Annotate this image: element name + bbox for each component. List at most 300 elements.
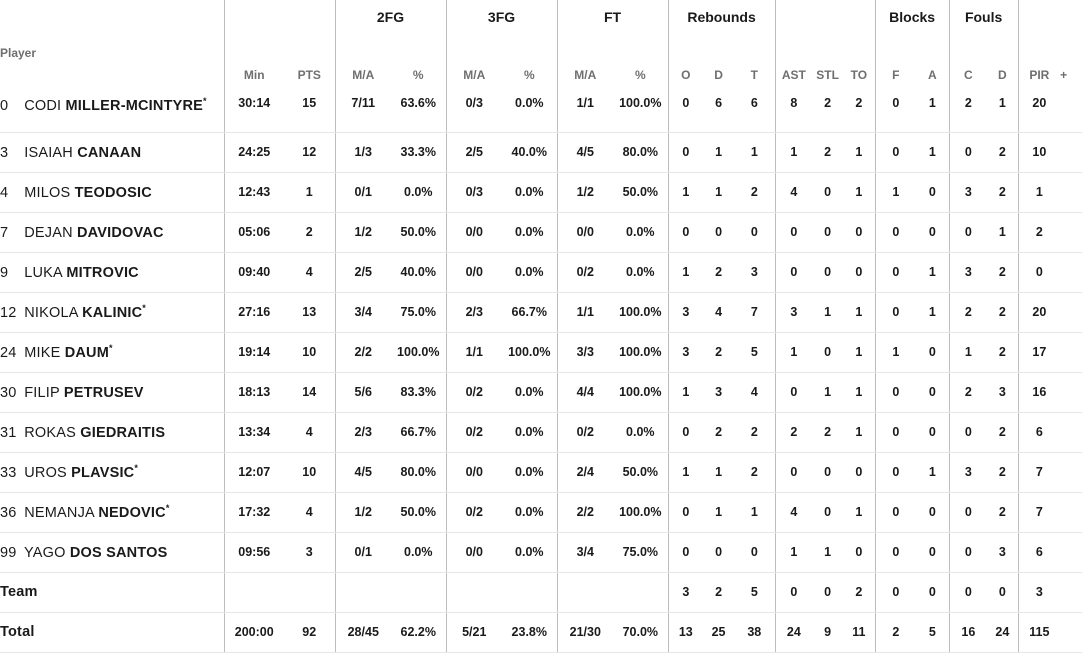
player-first-name[interactable]: CODI — [24, 97, 62, 114]
stat-fd: 2 — [987, 412, 1018, 452]
player-row[interactable] — [0, 492, 1082, 532]
team-stat-d: 2 — [703, 572, 734, 612]
stat-fg3_ma: 0/0 — [446, 212, 502, 252]
player-first-name[interactable]: NIKOLA — [24, 304, 78, 321]
total-stat-fg2_ma: 28/45 — [335, 612, 391, 652]
group-empty — [1018, 0, 1082, 34]
stat-o: 1 — [668, 252, 703, 292]
stat-fg3_pct: 100.0% — [502, 332, 557, 372]
stat-pir: 16 — [1018, 372, 1060, 412]
stat-min: 19:14 — [224, 332, 284, 372]
stat-fg2_ma: 4/5 — [335, 452, 391, 492]
stat-o: 0 — [668, 492, 703, 532]
total-stat-pir: 115 — [1018, 612, 1060, 652]
stat-fg3_pct: 66.7% — [502, 292, 557, 332]
stat-stl: 2 — [812, 132, 843, 172]
stat-ba: 1 — [916, 132, 949, 172]
stat-fc: 0 — [949, 532, 987, 572]
stat-t: 1 — [734, 132, 775, 172]
stat-o: 1 — [668, 372, 703, 412]
stat-fg3_ma: 0/0 — [446, 532, 502, 572]
stat-bf: 0 — [875, 492, 916, 532]
player-last-name[interactable]: NEDOVIC — [98, 504, 166, 521]
total-stat-fd: 24 — [987, 612, 1018, 652]
col-stl[interactable]: STL — [816, 68, 839, 82]
stat-fg3_ma: 2/5 — [446, 132, 502, 172]
stat-fd: 1 — [987, 212, 1018, 252]
col-pts[interactable]: PTS — [297, 68, 321, 82]
stat-extra — [1060, 252, 1082, 292]
stat-pir: 7 — [1018, 492, 1060, 532]
group-ft: FT — [557, 0, 668, 34]
stat-d: 4 — [703, 292, 734, 332]
starter-marker: * — [203, 96, 207, 106]
stat-fd: 3 — [987, 532, 1018, 572]
stat-ba: 1 — [916, 452, 949, 492]
player-last-name[interactable]: GIEDRAITIS — [80, 424, 166, 441]
stat-fg3_pct: 0.0% — [502, 492, 557, 532]
stat-fg3_ma: 1/1 — [446, 332, 502, 372]
team-stat-fc: 0 — [949, 572, 987, 612]
stat-fg2_pct: 50.0% — [391, 492, 446, 532]
stat-t: 0 — [734, 212, 775, 252]
team-stat-fg3_ma — [446, 572, 502, 612]
total-stat-to: 11 — [843, 612, 875, 652]
stat-stl: 1 — [812, 372, 843, 412]
player-row[interactable] — [0, 212, 1082, 252]
player-last-name[interactable]: PETRUSEV — [63, 384, 144, 401]
player-last-name[interactable]: PLAVSIC — [71, 464, 135, 481]
stat-pir: 7 — [1018, 452, 1060, 492]
stat-d: 3 — [703, 372, 734, 412]
stat-extra — [1060, 612, 1082, 652]
player-last-name[interactable]: DAUM — [64, 344, 110, 361]
stat-d: 0 — [703, 532, 734, 572]
team-stat-o: 3 — [668, 572, 703, 612]
player-row[interactable] — [0, 92, 1082, 132]
col-ft-pct[interactable]: % — [634, 68, 646, 82]
stat-pir: 20 — [1018, 292, 1060, 332]
stat-pts: 4 — [284, 492, 335, 532]
player-last-name[interactable]: MITROVIC — [66, 264, 139, 281]
stat-fg2_ma: 1/3 — [335, 132, 391, 172]
stat-fd: 2 — [987, 452, 1018, 492]
stat-pts: 4 — [284, 252, 335, 292]
stat-ast: 8 — [775, 92, 812, 132]
stat-ast: 4 — [775, 492, 812, 532]
stat-pts: 14 — [284, 372, 335, 412]
stat-pts: 10 — [284, 452, 335, 492]
player-cell — [0, 332, 224, 372]
col-reb-t[interactable]: T — [750, 68, 758, 82]
stat-ft_pct: 0.0% — [613, 212, 668, 252]
player-first-name[interactable]: LUKA — [24, 264, 63, 281]
stat-ba: 0 — [916, 532, 949, 572]
stat-fg3_ma: 0/3 — [446, 172, 502, 212]
stat-pir: 1 — [1018, 172, 1060, 212]
player-last-name[interactable]: MILLER-MCINTYRE — [65, 97, 204, 114]
stat-ft_pct: 100.0% — [613, 492, 668, 532]
player-first-name[interactable]: ISAIAH — [24, 144, 73, 161]
team-stat-t: 5 — [734, 572, 775, 612]
stat-extra — [1060, 92, 1082, 132]
stat-ba: 1 — [916, 92, 949, 132]
stat-fd: 2 — [987, 132, 1018, 172]
total-stat-stl: 9 — [812, 612, 843, 652]
stat-fg2_pct: 63.6% — [391, 92, 446, 132]
total-stat-ft_pct: 70.0% — [613, 612, 668, 652]
stat-extra — [1060, 212, 1082, 252]
jersey-number: 36 — [0, 504, 17, 521]
stat-o: 0 — [668, 92, 703, 132]
total-row — [0, 612, 1082, 652]
stat-d: 6 — [703, 92, 734, 132]
group-rebounds: Rebounds — [668, 0, 775, 34]
stat-bf: 0 — [875, 132, 916, 172]
player-first-name[interactable]: ROKAS — [24, 424, 76, 441]
stat-to: 1 — [843, 292, 875, 332]
stat-fg2_pct: 50.0% — [391, 212, 446, 252]
stat-t: 6 — [734, 92, 775, 132]
stat-stl: 2 — [812, 92, 843, 132]
col-2fg-pct[interactable]: % — [412, 68, 424, 82]
stat-fc: 0 — [949, 132, 987, 172]
stat-fc: 2 — [949, 92, 987, 132]
col-player[interactable]: Player — [0, 46, 37, 60]
team-stat-to: 2 — [843, 572, 875, 612]
stat-ft_pct: 0.0% — [613, 412, 668, 452]
col-3fg-ma[interactable]: M/A — [446, 34, 502, 92]
stat-ft_pct: 100.0% — [613, 292, 668, 332]
player-cell — [0, 532, 224, 572]
stat-ba: 0 — [916, 172, 949, 212]
stat-fd: 2 — [987, 172, 1018, 212]
stat-extra — [1060, 172, 1082, 212]
stat-fg2_ma: 7/11 — [335, 92, 391, 132]
stat-fc: 0 — [949, 412, 987, 452]
col-reb-d[interactable]: D — [714, 68, 723, 82]
stat-fg3_ma: 0/2 — [446, 372, 502, 412]
stat-fg2_pct: 100.0% — [391, 332, 446, 372]
stat-fg3_pct: 0.0% — [502, 212, 557, 252]
player-row[interactable] — [0, 252, 1082, 292]
player-last-name[interactable]: DAVIDOVAC — [77, 224, 164, 241]
player-row[interactable] — [0, 172, 1082, 212]
stat-ba: 0 — [916, 412, 949, 452]
stat-fc: 3 — [949, 252, 987, 292]
stat-extra — [1060, 572, 1082, 612]
stat-min: 12:43 — [224, 172, 284, 212]
stat-extra — [1060, 412, 1082, 452]
player-cell — [0, 172, 224, 212]
stat-to: 1 — [843, 332, 875, 372]
stat-ft_ma: 0/0 — [557, 212, 613, 252]
stat-fd: 3 — [987, 372, 1018, 412]
stat-ba: 1 — [916, 292, 949, 332]
stat-fg3_pct: 0.0% — [502, 252, 557, 292]
group-header-row — [0, 0, 1082, 34]
player-first-name[interactable]: DEJAN — [24, 224, 73, 241]
stat-o: 1 — [668, 452, 703, 492]
stat-to: 1 — [843, 132, 875, 172]
stat-ft_ma: 2/2 — [557, 492, 613, 532]
total-stat-t: 38 — [734, 612, 775, 652]
player-row[interactable] — [0, 412, 1082, 452]
col-reb-o[interactable]: O — [668, 34, 703, 92]
col-blk-a[interactable]: A — [928, 68, 937, 82]
player-row[interactable] — [0, 132, 1082, 172]
stat-ba: 0 — [916, 372, 949, 412]
player-row[interactable] — [0, 452, 1082, 492]
total-stat-fg3_ma: 5/21 — [446, 612, 502, 652]
jersey-number: 12 — [0, 304, 17, 321]
stat-ft_pct: 100.0% — [613, 92, 668, 132]
stat-d: 1 — [703, 452, 734, 492]
stat-bf: 0 — [875, 292, 916, 332]
stat-fg2_ma: 2/5 — [335, 252, 391, 292]
group-empty — [224, 0, 335, 34]
stat-stl: 2 — [812, 412, 843, 452]
stat-fg2_ma: 2/2 — [335, 332, 391, 372]
stat-fg2_ma: 1/2 — [335, 492, 391, 532]
stat-pts: 2 — [284, 212, 335, 252]
col-foul-c[interactable]: C — [949, 34, 987, 92]
stat-min: 18:13 — [224, 372, 284, 412]
player-last-name[interactable]: DOS SANTOS — [69, 544, 168, 561]
stat-fg2_ma: 0/1 — [335, 172, 391, 212]
stat-fg2_pct: 83.3% — [391, 372, 446, 412]
jersey-number: 9 — [0, 264, 9, 281]
stat-to: 1 — [843, 172, 875, 212]
player-cell — [0, 412, 224, 452]
player-last-name[interactable]: CANAAN — [77, 144, 142, 161]
player-first-name[interactable]: MIKE — [24, 344, 61, 361]
stat-ba: 0 — [916, 332, 949, 372]
stat-pir: 0 — [1018, 252, 1060, 292]
stat-stl: 0 — [812, 492, 843, 532]
stat-fc: 0 — [949, 212, 987, 252]
stat-min: 27:16 — [224, 292, 284, 332]
player-first-name[interactable]: FILIP — [24, 384, 60, 401]
stat-fg3_ma: 2/3 — [446, 292, 502, 332]
stat-fd: 2 — [987, 332, 1018, 372]
stat-ft_ma: 1/1 — [557, 292, 613, 332]
col-ft-ma[interactable]: M/A — [557, 34, 613, 92]
stat-d: 2 — [703, 412, 734, 452]
stat-pir: 17 — [1018, 332, 1060, 372]
stat-min: 30:14 — [224, 92, 284, 132]
stat-fg2_pct: 0.0% — [391, 532, 446, 572]
jersey-number: 7 — [0, 224, 9, 241]
stat-min: 05:06 — [224, 212, 284, 252]
stat-o: 1 — [668, 172, 703, 212]
stat-stl: 0 — [812, 212, 843, 252]
column-header-row — [0, 34, 1082, 92]
stat-ft_ma: 4/5 — [557, 132, 613, 172]
total-stat-fc: 16 — [949, 612, 987, 652]
team-stat-min — [224, 572, 284, 612]
stat-t: 4 — [734, 372, 775, 412]
stat-ft_ma: 1/2 — [557, 172, 613, 212]
group-fouls: Fouls — [949, 0, 1018, 34]
player-last-name[interactable]: KALINIC — [82, 304, 143, 321]
stat-extra — [1060, 372, 1082, 412]
team-stat-bf: 0 — [875, 572, 916, 612]
stat-o: 0 — [668, 212, 703, 252]
total-label: Total — [0, 612, 224, 652]
stat-fg3_ma: 0/0 — [446, 452, 502, 492]
stat-to: 0 — [843, 452, 875, 492]
stat-fg3_pct: 0.0% — [502, 372, 557, 412]
stat-ft_ma: 1/1 — [557, 92, 613, 132]
player-last-name[interactable]: TEODOSIC — [74, 184, 152, 201]
stat-pts: 10 — [284, 332, 335, 372]
player-first-name[interactable]: UROS — [24, 464, 67, 481]
stat-fg3_pct: 40.0% — [502, 132, 557, 172]
stat-stl: 0 — [812, 252, 843, 292]
group-empty — [775, 0, 875, 34]
stat-ast: 2 — [775, 412, 812, 452]
player-first-name[interactable]: NEMANJA — [24, 504, 95, 521]
jersey-number: 33 — [0, 464, 17, 481]
player-row[interactable] — [0, 532, 1082, 572]
stat-pts: 15 — [284, 92, 335, 132]
team-stat-stl: 0 — [812, 572, 843, 612]
player-row[interactable] — [0, 372, 1082, 412]
stat-pts: 13 — [284, 292, 335, 332]
jersey-number: 31 — [0, 424, 17, 441]
team-stat-ast: 0 — [775, 572, 812, 612]
stat-t: 2 — [734, 172, 775, 212]
stat-to: 1 — [843, 372, 875, 412]
stat-ft_pct: 100.0% — [613, 372, 668, 412]
total-stat-ft_ma: 21/30 — [557, 612, 613, 652]
team-stat-pts — [284, 572, 335, 612]
stat-fg3_pct: 0.0% — [502, 92, 557, 132]
col-foul-d[interactable]: D — [998, 68, 1007, 82]
stat-bf: 0 — [875, 412, 916, 452]
jersey-number: 30 — [0, 384, 17, 401]
player-cell — [0, 252, 224, 292]
stat-fg3_pct: 0.0% — [502, 532, 557, 572]
stat-extra — [1060, 132, 1082, 172]
stat-fd: 2 — [987, 492, 1018, 532]
stat-o: 0 — [668, 132, 703, 172]
stat-fg2_pct: 75.0% — [391, 292, 446, 332]
player-first-name[interactable]: MILOS — [24, 184, 71, 201]
total-stat-min: 200:00 — [224, 612, 284, 652]
stat-fg2_pct: 33.3% — [391, 132, 446, 172]
stat-fg3_pct: 0.0% — [502, 452, 557, 492]
team-stat-fg2_ma — [335, 572, 391, 612]
stat-ft_pct: 0.0% — [613, 252, 668, 292]
jersey-number: 0 — [0, 97, 9, 114]
stat-pir: 6 — [1018, 532, 1060, 572]
group-blocks: Blocks — [875, 0, 949, 34]
total-stat-fg3_pct: 23.8% — [502, 612, 557, 652]
stat-fg3_pct: 0.0% — [502, 412, 557, 452]
stat-ast: 0 — [775, 252, 812, 292]
stat-min: 09:40 — [224, 252, 284, 292]
stat-ft_ma: 0/2 — [557, 412, 613, 452]
team-stat-fd: 0 — [987, 572, 1018, 612]
player-cell — [0, 292, 224, 332]
stat-ast: 1 — [775, 132, 812, 172]
team-stat-ft_pct — [613, 572, 668, 612]
stat-t: 1 — [734, 492, 775, 532]
team-label: Team — [0, 572, 224, 612]
stat-min: 17:32 — [224, 492, 284, 532]
stat-min: 24:25 — [224, 132, 284, 172]
col-blk-f[interactable]: F — [875, 34, 916, 92]
stat-extra — [1060, 292, 1082, 332]
stat-ft_ma: 3/4 — [557, 532, 613, 572]
stat-fc: 3 — [949, 452, 987, 492]
total-stat-fg2_pct: 62.2% — [391, 612, 446, 652]
col-min[interactable]: Min — [224, 34, 284, 92]
stat-to: 0 — [843, 252, 875, 292]
stat-fg2_pct: 40.0% — [391, 252, 446, 292]
stat-stl: 0 — [812, 452, 843, 492]
stat-fg3_ma: 0/2 — [446, 492, 502, 532]
stat-fg2_ma: 5/6 — [335, 372, 391, 412]
stat-t: 5 — [734, 332, 775, 372]
stat-d: 0 — [703, 212, 734, 252]
stat-fg2_pct: 0.0% — [391, 172, 446, 212]
total-stat-d: 25 — [703, 612, 734, 652]
total-stat-pts: 92 — [284, 612, 335, 652]
stat-ba: 1 — [916, 252, 949, 292]
stat-fg2_pct: 66.7% — [391, 412, 446, 452]
stat-o: 3 — [668, 332, 703, 372]
starter-marker: * — [142, 303, 146, 314]
stat-fg2_ma: 2/3 — [335, 412, 391, 452]
stat-ast: 1 — [775, 532, 812, 572]
stat-bf: 0 — [875, 252, 916, 292]
stat-stl: 1 — [812, 292, 843, 332]
stat-fg2_ma: 3/4 — [335, 292, 391, 332]
col-extra[interactable]: + — [1060, 68, 1068, 82]
col-pir[interactable]: PIR — [1018, 34, 1060, 92]
stat-o: 3 — [668, 292, 703, 332]
stat-t: 3 — [734, 252, 775, 292]
stat-ast: 0 — [775, 452, 812, 492]
col-3fg-pct[interactable]: % — [523, 68, 535, 82]
stat-ba: 0 — [916, 492, 949, 532]
stat-bf: 1 — [875, 332, 916, 372]
player-first-name[interactable]: YAGO — [23, 544, 66, 561]
stat-ast: 1 — [775, 332, 812, 372]
col-to[interactable]: TO — [850, 68, 868, 82]
col-2fg-ma[interactable]: M/A — [335, 34, 391, 92]
starter-marker: * — [134, 463, 139, 474]
stat-bf: 0 — [875, 532, 916, 572]
player-row[interactable] — [0, 332, 1082, 372]
player-row[interactable] — [0, 292, 1082, 332]
group-empty — [0, 0, 224, 34]
stat-ft_ma: 4/4 — [557, 372, 613, 412]
stat-d: 1 — [703, 492, 734, 532]
stat-ast: 0 — [775, 212, 812, 252]
jersey-number: 24 — [0, 344, 17, 361]
stat-stl: 0 — [812, 172, 843, 212]
player-cell — [0, 492, 224, 532]
col-ast[interactable]: AST — [775, 34, 812, 92]
team-stat-pir: 3 — [1018, 572, 1060, 612]
stat-extra — [1060, 332, 1082, 372]
stat-stl: 1 — [812, 532, 843, 572]
stat-pir: 2 — [1018, 212, 1060, 252]
